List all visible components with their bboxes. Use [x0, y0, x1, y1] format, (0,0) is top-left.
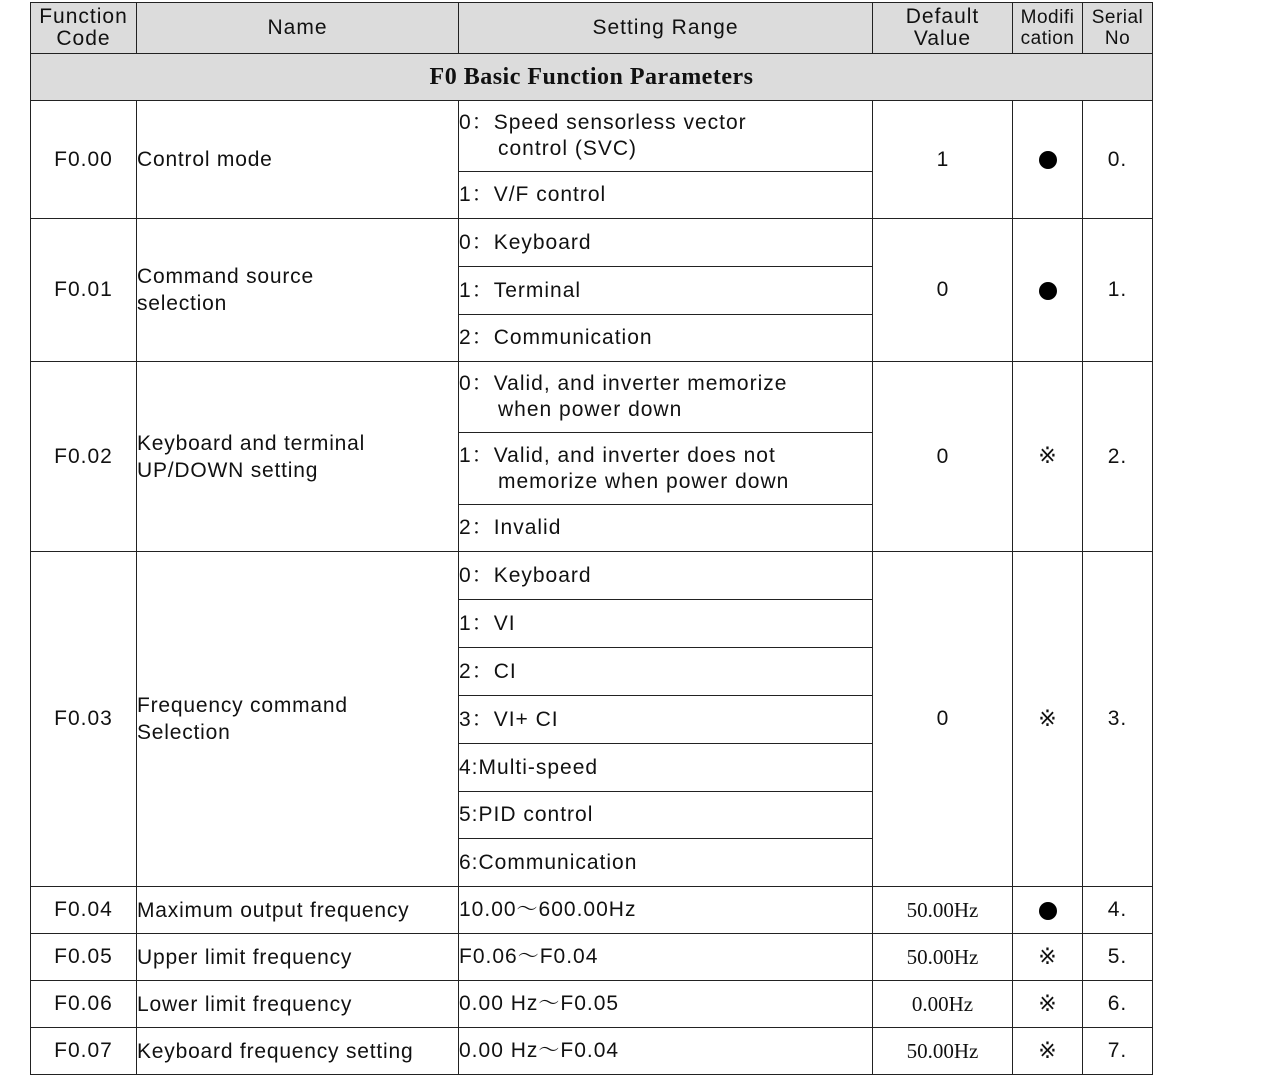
option-index: 1：	[459, 611, 494, 635]
modification-cell	[1013, 934, 1083, 981]
option-index: 0：	[459, 230, 494, 254]
modification-cell	[1013, 362, 1083, 552]
parameter-name: Command source selection	[137, 265, 314, 315]
option-text: VI+ CI	[493, 707, 559, 731]
setting-range-option	[459, 433, 873, 505]
option-text: Keyboard	[493, 230, 592, 254]
header-name: Name	[137, 3, 459, 54]
function-code-cell: F0.02	[31, 362, 137, 552]
setting-range-option	[459, 839, 873, 887]
default-value-cell: 1	[873, 101, 1013, 219]
parameter-name-cell	[137, 362, 459, 552]
option-text: Valid, and inverter memorize	[493, 372, 788, 395]
filled-circle-icon	[1039, 282, 1057, 300]
function-code-cell: F0.05	[31, 934, 137, 981]
setting-range-option	[459, 981, 873, 1028]
option-text: Terminal	[493, 278, 582, 302]
table-row	[31, 981, 1153, 1028]
serial-number-cell: 1.	[1083, 219, 1153, 362]
function-code-cell: F0.04	[31, 887, 137, 934]
serial-number-cell: 7.	[1083, 1028, 1153, 1075]
option-text: PID control	[478, 803, 594, 826]
function-code-cell: F0.00	[31, 101, 137, 219]
table-row	[31, 219, 1153, 267]
modification-cell	[1013, 981, 1083, 1028]
modification-cell	[1013, 887, 1083, 934]
option-index: 2：	[459, 326, 494, 349]
setting-range-option	[459, 934, 873, 981]
serial-number-cell: 5.	[1083, 934, 1153, 981]
parameter-name-cell	[137, 934, 459, 981]
parameter-name-cell	[137, 1028, 459, 1075]
header-modification: Modifi cation	[1013, 3, 1083, 54]
option-text: Communication	[478, 850, 638, 874]
header-setting-range: Setting Range	[459, 3, 873, 54]
function-code-cell: F0.01	[31, 219, 137, 362]
option-text-continued: memorize when power down	[498, 469, 790, 493]
serial-number-cell: 3.	[1083, 552, 1153, 887]
table-row	[31, 101, 1153, 172]
setting-range-option	[459, 172, 873, 219]
option-text: V/F control	[493, 183, 607, 206]
option-index: 1：	[459, 183, 494, 206]
option-index: 2：	[459, 659, 494, 683]
option-index: 4:	[459, 755, 479, 779]
parameter-name: Frequency command Selection	[137, 694, 348, 744]
parameter-name-cell	[137, 981, 459, 1028]
reference-mark-icon: ※	[1038, 1038, 1057, 1064]
filled-circle-icon	[1039, 902, 1057, 920]
parameter-name: Keyboard frequency setting	[137, 1039, 414, 1063]
section-row	[31, 54, 1153, 101]
function-code-cell: F0.03	[31, 552, 137, 887]
option-index: 0：	[459, 563, 494, 587]
default-value-cell: 50.00Hz	[873, 934, 1013, 981]
setting-range-option	[459, 219, 873, 267]
setting-range-option	[459, 887, 873, 934]
default-value-cell: 50.00Hz	[873, 887, 1013, 934]
parameter-name: Lower limit frequency	[137, 992, 353, 1016]
parameter-name: Keyboard and terminal UP/DOWN setting	[137, 431, 366, 482]
option-index: 1：	[459, 443, 494, 467]
option-text-continued: control (SVC)	[498, 137, 638, 160]
option-text: Communication	[493, 326, 653, 349]
parameter-name: Maximum output frequency	[137, 898, 410, 922]
setting-range-option	[459, 552, 873, 600]
table-row	[31, 362, 1153, 433]
setting-range-option	[459, 744, 873, 792]
default-value-cell: 0	[873, 219, 1013, 362]
modification-cell	[1013, 1028, 1083, 1075]
reference-mark-icon: ※	[1038, 944, 1057, 970]
header-serial-no: Serial No	[1083, 3, 1153, 54]
setting-range-option	[459, 101, 873, 172]
setting-range-option	[459, 696, 873, 744]
parameter-name-cell	[137, 101, 459, 219]
option-text: F0.06～F0.04	[459, 945, 599, 968]
table-row	[31, 887, 1153, 934]
option-text: Multi-speed	[478, 755, 599, 779]
modification-cell	[1013, 552, 1083, 887]
parameter-name-cell	[137, 887, 459, 934]
serial-number-cell: 4.	[1083, 887, 1153, 934]
header-function-code: Function Code	[31, 3, 137, 54]
option-text: 0.00 Hz～F0.05	[459, 992, 620, 1015]
option-index: 5:	[459, 803, 479, 826]
default-value-cell: 0	[873, 362, 1013, 552]
serial-number-cell: 2.	[1083, 362, 1153, 552]
setting-range-option	[459, 600, 873, 648]
option-text: VI	[493, 611, 516, 635]
option-index: 2：	[459, 516, 494, 539]
option-text: 0.00 Hz～F0.04	[459, 1039, 620, 1062]
option-text: 10.00～600.00Hz	[459, 898, 637, 921]
parameter-name-cell	[137, 219, 459, 362]
function-code-cell: F0.06	[31, 981, 137, 1028]
option-text: Valid, and inverter does not	[493, 443, 776, 467]
option-index: 0：	[459, 111, 494, 134]
default-value-cell: 50.00Hz	[873, 1028, 1013, 1075]
setting-range-option	[459, 267, 873, 315]
table-row	[31, 1028, 1153, 1075]
option-text: CI	[493, 659, 517, 683]
setting-range-option	[459, 792, 873, 839]
setting-range-option	[459, 315, 873, 362]
table-row	[31, 552, 1153, 600]
setting-range-option	[459, 648, 873, 696]
parameter-table	[30, 2, 1153, 1075]
header-row	[31, 3, 1153, 54]
reference-mark-icon: ※	[1038, 444, 1057, 469]
option-index: 0：	[459, 372, 494, 395]
default-value-cell: 0	[873, 552, 1013, 887]
serial-number-cell: 0.	[1083, 101, 1153, 219]
option-text: Keyboard	[493, 563, 592, 587]
parameter-name: Control mode	[137, 148, 273, 171]
setting-range-option	[459, 505, 873, 552]
option-text-continued: when power down	[498, 398, 683, 421]
option-text: Invalid	[493, 516, 562, 539]
parameter-name: Upper limit frequency	[137, 945, 353, 969]
option-text: Speed sensorless vector	[493, 111, 747, 134]
reference-mark-icon: ※	[1038, 991, 1057, 1017]
modification-cell	[1013, 219, 1083, 362]
option-index: 1：	[459, 278, 494, 302]
reference-mark-icon: ※	[1038, 706, 1057, 732]
section-title: F0 Basic Function Parameters	[31, 54, 1153, 101]
modification-cell	[1013, 101, 1083, 219]
table-row	[31, 934, 1153, 981]
header-default-value: Default Value	[873, 3, 1013, 54]
filled-circle-icon	[1039, 151, 1057, 169]
option-index: 6:	[459, 850, 479, 874]
default-value-cell: 0.00Hz	[873, 981, 1013, 1028]
setting-range-option	[459, 362, 873, 433]
option-index: 3：	[459, 707, 494, 731]
setting-range-option	[459, 1028, 873, 1075]
parameter-name-cell	[137, 552, 459, 887]
function-code-cell: F0.07	[31, 1028, 137, 1075]
serial-number-cell: 6.	[1083, 981, 1153, 1028]
